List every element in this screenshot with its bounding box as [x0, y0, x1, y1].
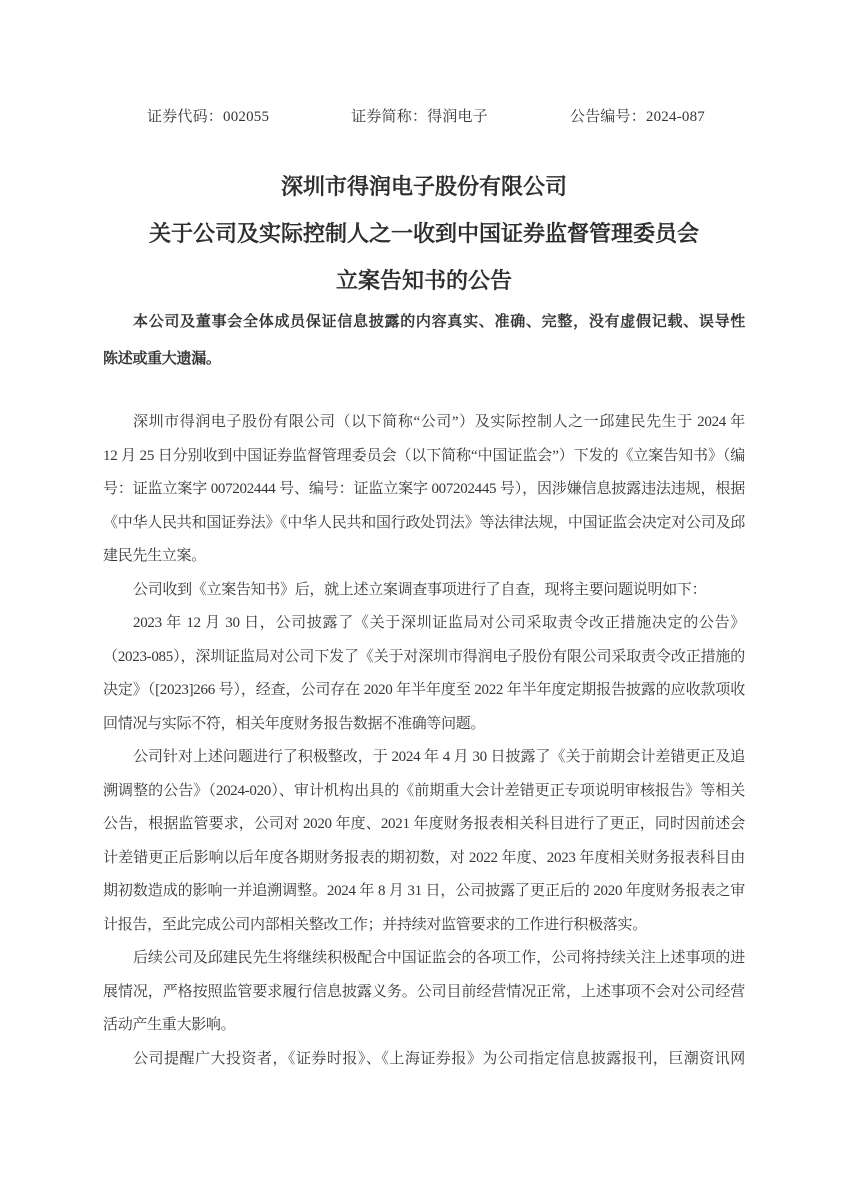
paragraph-future-cooperation	[103, 942, 745, 1043]
stock-code: 证券代码：002055	[147, 109, 270, 125]
text-line: 深圳市得润电子股份有限公司（以下简称“公司”）及实际控制人之一邱建民先生于 2024 年	[133, 414, 745, 430]
text-line: （2023-085），深圳证监局对公司下发了《关于对深圳市得润电子股份有限公司采取责令改正措施的	[103, 648, 745, 665]
announcement-title	[103, 163, 745, 304]
text-line: 《中华人民共和国证券法》《中华人民共和国行政处罚法》等法律法规，中国证监会决定对公司及邱	[103, 514, 745, 531]
text-line: 本公司及董事会全体成员保证信息披露的内容真实、准确、完整，没有虚假记载、误导性	[133, 314, 745, 330]
text-line: 活动产生重大影响。	[103, 1017, 236, 1033]
announcement-body	[103, 406, 745, 1076]
title-line-subject: 关于公司及实际控制人之一收到中国证券监督管理委员会	[148, 221, 699, 246]
securities-info-header	[103, 108, 745, 127]
paragraph-rectification-measures	[103, 741, 745, 942]
paragraph-corrective-order-2023	[103, 607, 745, 741]
text-line: 公司提醒广大投资者，《证券时报》、《上海证券报》为公司指定信息披露报刊，巨潮资讯网	[133, 1050, 745, 1067]
text-line: 溯调整的公告》（2024-020）、审计机构出具的《前期重大会计差错更正专项说明审核报告》等相关	[103, 782, 745, 799]
text-line: 公告，根据监管要求，公司对 2020 年度、2021 年度财务报表相关科目进行了更正，同时因前述会	[103, 816, 745, 832]
text-line: 计报告，至此完成公司内部相关整改工作；并持续对监管要求的工作进行积极落实。	[103, 916, 647, 933]
text-line: 号：证监立案字 007202444 号、编号：证监立案字 007202445 号），因涉嫌信息披露违法违规，根据	[103, 481, 745, 497]
board-statement-paragraph	[103, 304, 745, 378]
text-line: 公司收到《立案告知书》后，就上述立案调查事项进行了自查，现将主要问题说明如下：	[133, 581, 707, 598]
paragraph-self-inspection-intro	[103, 574, 745, 608]
text-line: 决定》（[2023]266 号），经查，公司存在 2020 年半年度至 2022 年半年度定期报告披露的应收款项收	[103, 682, 745, 698]
text-line: 后续公司及邱建民先生将继续积极配合中国证监会的各项工作，公司将持续关注上述事项的进	[133, 950, 745, 966]
text-line: 期初数造成的影响一并追溯调整。2024 年 8 月 31 日，公司披露了更正后的 2020 年度财务报表之审	[103, 883, 745, 899]
text-line: 展情况，严格按照监管要求履行信息披露义务。公司目前经营情况正常，上述事项不会对公司经营	[103, 983, 745, 1000]
text-line: 陈述或重大遗漏。	[103, 351, 221, 367]
text-line: 2023 年 12 月 30 日，公司披露了《关于深圳证监局对公司采取责令改正措施决定的公告》	[133, 615, 745, 631]
stock-abbreviation: 证券简称：得润电子	[351, 109, 488, 125]
announcement-number: 公告编号：2024-087	[569, 109, 705, 125]
text-line: 12 月 25 日分别收到中国证券监督管理委员会（以下简称“中国证监会”）下发的《立案告知书》（编	[103, 447, 745, 464]
title-line-company: 深圳市得润电子股份有限公司	[280, 174, 567, 199]
text-line: 计差错更正后影响以后年度各期财务报表的期初数，对 2022 年度、2023 年度相关财务报表科目由	[103, 849, 745, 866]
paragraph-case-filing-notice	[103, 406, 745, 574]
paragraph-investor-reminder	[103, 1043, 745, 1077]
title-line-notice: 立案告知书的公告	[335, 268, 512, 293]
text-line: 回情况与实际不符，相关年度财务报告数据不准确等问题。	[103, 715, 486, 732]
page-content	[103, 108, 745, 1076]
text-line: 公司针对上述问题进行了积极整改，于 2024 年 4 月 30 日披露了《关于前期会计差错更正及追	[133, 749, 745, 765]
text-line: 建民先生立案。	[103, 548, 206, 564]
